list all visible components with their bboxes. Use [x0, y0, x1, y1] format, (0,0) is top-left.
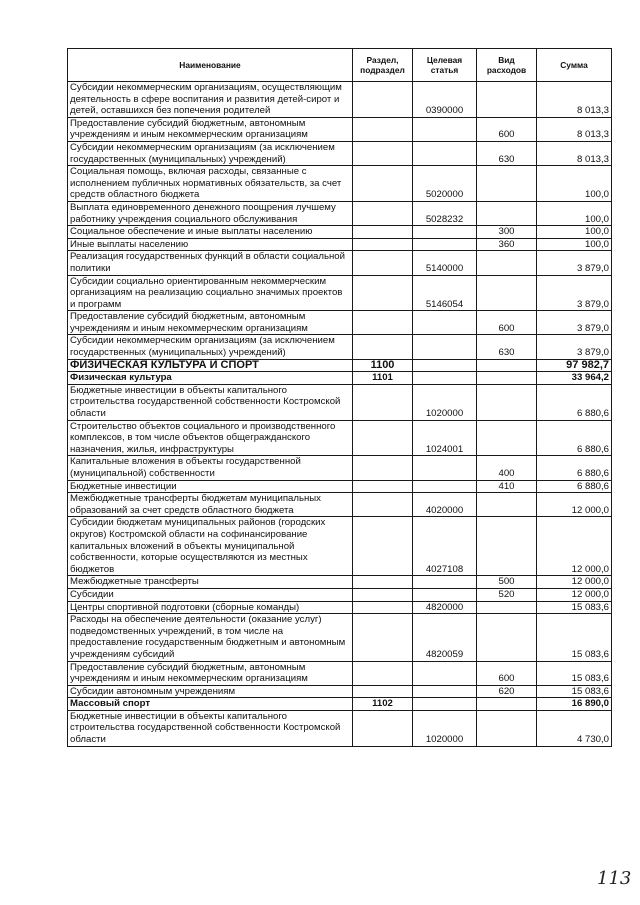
cell-sum: 6 880,6: [537, 384, 612, 420]
cell-sum: 97 982,7: [537, 359, 612, 372]
cell-kind: 600: [477, 117, 537, 141]
table-row: [68, 311, 612, 335]
cell-kind: [477, 251, 537, 275]
cell-target: [413, 588, 477, 601]
cell-section: [353, 335, 413, 359]
cell-kind: [477, 275, 537, 311]
cell-sum: 100,0: [537, 238, 612, 251]
table-row: [68, 238, 612, 251]
cell-sum: 6 880,6: [537, 456, 612, 480]
cell-section: [353, 226, 413, 239]
cell-kind: [477, 420, 537, 456]
cell-section: [353, 141, 413, 165]
cell-sum: 8 013,3: [537, 141, 612, 165]
cell-target: [413, 685, 477, 698]
table-row: [68, 420, 612, 456]
cell-target: 5146054: [413, 275, 477, 311]
cell-sum: 12 000,0: [537, 576, 612, 589]
cell-name: Бюджетные инвестиции в объекты капитального строительства государственной собственности Костромской области: [68, 710, 353, 746]
cell-name: Бюджетные инвестиции в объекты капитального строительства государственной собственности Костромской области: [68, 384, 353, 420]
cell-target: [413, 480, 477, 493]
cell-name: Центры спортивной подготовки (сборные команды): [68, 601, 353, 614]
budget-table: [67, 48, 612, 747]
cell-name: Физическая культура: [68, 372, 353, 385]
cell-kind: 600: [477, 311, 537, 335]
cell-target: 4020000: [413, 493, 477, 517]
cell-name: Социальная помощь, включая расходы, связанные с исполнением публичных нормативных обязательств, за счет средств областного бюджета: [68, 166, 353, 202]
cell-section: [353, 576, 413, 589]
table-row: [68, 588, 612, 601]
table-row: [68, 456, 612, 480]
table-row: [68, 335, 612, 359]
cell-section: [353, 201, 413, 225]
cell-sum: 4 730,0: [537, 710, 612, 746]
cell-kind: [477, 698, 537, 711]
cell-target: [413, 661, 477, 685]
table-row: [68, 576, 612, 589]
cell-name: Выплата единовременного денежного поощрения лучшему работнику учреждения социального обслуживания: [68, 201, 353, 225]
cell-sum: 15 083,6: [537, 661, 612, 685]
cell-kind: 600: [477, 661, 537, 685]
cell-sum: 8 013,3: [537, 82, 612, 118]
cell-target: [413, 359, 477, 372]
table-row: [68, 166, 612, 202]
cell-name: ФИЗИЧЕСКАЯ КУЛЬТУРА И СПОРТ: [68, 359, 353, 372]
cell-kind: [477, 201, 537, 225]
cell-kind: 410: [477, 480, 537, 493]
header-target: Целевая статья: [413, 49, 477, 82]
cell-sum: 6 880,6: [537, 420, 612, 456]
page-number: 113: [597, 868, 632, 889]
table-row: [68, 251, 612, 275]
cell-kind: 630: [477, 141, 537, 165]
table-body: [68, 82, 612, 747]
cell-section: [353, 685, 413, 698]
cell-target: 4820059: [413, 614, 477, 661]
table-header-row: [68, 49, 612, 82]
cell-name: Субсидии некоммерческим организациям (за исключением государственных (муниципальных) учреждений): [68, 335, 353, 359]
cell-target: [413, 698, 477, 711]
table-row: [68, 480, 612, 493]
cell-section: [353, 517, 413, 576]
cell-name: Социальное обеспечение и иные выплаты населению: [68, 226, 353, 239]
cell-kind: 400: [477, 456, 537, 480]
cell-sum: 100,0: [537, 226, 612, 239]
cell-section: [353, 238, 413, 251]
cell-kind: [477, 710, 537, 746]
cell-kind: 360: [477, 238, 537, 251]
cell-target: 0390000: [413, 82, 477, 118]
cell-sum: 15 083,6: [537, 601, 612, 614]
table-row: [68, 517, 612, 576]
cell-kind: [477, 601, 537, 614]
table-row: [68, 359, 612, 372]
cell-name: Субсидии некоммерческим организациям, осуществляющим деятельность в сфере воспитания и развития детей-сирот и детей, оставшихся без попечения родителей: [68, 82, 353, 118]
cell-kind: [477, 493, 537, 517]
cell-sum: 12 000,0: [537, 493, 612, 517]
cell-kind: 620: [477, 685, 537, 698]
cell-target: 5140000: [413, 251, 477, 275]
cell-target: [413, 335, 477, 359]
cell-section: [353, 420, 413, 456]
cell-sum: 15 083,6: [537, 685, 612, 698]
cell-target: 4820000: [413, 601, 477, 614]
table-row: [68, 601, 612, 614]
cell-target: [413, 226, 477, 239]
cell-target: [413, 456, 477, 480]
cell-target: [413, 141, 477, 165]
cell-target: [413, 576, 477, 589]
cell-kind: [477, 614, 537, 661]
cell-section: [353, 710, 413, 746]
table-row: [68, 117, 612, 141]
cell-section: [353, 251, 413, 275]
cell-name: Субсидии некоммерческим организациям (за исключением государственных (муниципальных) учреждений): [68, 141, 353, 165]
cell-section: [353, 311, 413, 335]
cell-section: [353, 614, 413, 661]
cell-name: Капитальные вложения в объекты государственной (муниципальной) собственности: [68, 456, 353, 480]
cell-name: Субсидии автономным учреждениям: [68, 685, 353, 698]
table-row: [68, 384, 612, 420]
table-row: [68, 614, 612, 661]
table-row: [68, 372, 612, 385]
cell-sum: 33 964,2: [537, 372, 612, 385]
cell-kind: [477, 517, 537, 576]
table-row: [68, 661, 612, 685]
cell-name: Массовый спорт: [68, 698, 353, 711]
cell-sum: 100,0: [537, 166, 612, 202]
header-kind: Вид расходов: [477, 49, 537, 82]
cell-section: [353, 588, 413, 601]
cell-sum: 100,0: [537, 201, 612, 225]
cell-section: 1100: [353, 359, 413, 372]
cell-kind: [477, 166, 537, 202]
cell-target: 1020000: [413, 710, 477, 746]
cell-sum: 12 000,0: [537, 517, 612, 576]
cell-name: Межбюджетные трансферты: [68, 576, 353, 589]
cell-section: [353, 601, 413, 614]
cell-name: Субсидии социально ориентированным некоммерческим организациям на реализацию социально значимых проектов и программ: [68, 275, 353, 311]
cell-name: Предоставление субсидий бюджетным, автономным учреждениям и иным некоммерческим организациям: [68, 311, 353, 335]
header-name: Наименование: [68, 49, 353, 82]
cell-kind: 630: [477, 335, 537, 359]
cell-section: [353, 384, 413, 420]
cell-kind: 300: [477, 226, 537, 239]
cell-section: 1102: [353, 698, 413, 711]
table-row: [68, 141, 612, 165]
table-row: [68, 82, 612, 118]
cell-section: [353, 493, 413, 517]
cell-name: Субсидии бюджетам муниципальных районов (городских округов) Костромской области на софинансирование капитальных вложений в объекты муниципальной собственности, которые осуществляются из местных бюджетов: [68, 517, 353, 576]
header-section: Раздел, подраздел: [353, 49, 413, 82]
cell-sum: 6 880,6: [537, 480, 612, 493]
cell-section: [353, 166, 413, 202]
cell-target: 5020000: [413, 166, 477, 202]
cell-kind: 520: [477, 588, 537, 601]
cell-name: Реализация государственных функций в области социальной политики: [68, 251, 353, 275]
cell-name: Расходы на обеспечение деятельности (оказание услуг) подведомственных учреждений, в том числе на предоставление государственным бюджетным и автономным учреждениям субсидий: [68, 614, 353, 661]
cell-kind: [477, 372, 537, 385]
cell-section: [353, 117, 413, 141]
table-row: [68, 226, 612, 239]
cell-target: [413, 311, 477, 335]
cell-section: [353, 456, 413, 480]
cell-section: [353, 661, 413, 685]
cell-name: Предоставление субсидий бюджетным, автономным учреждениям и иным некоммерческим организациям: [68, 117, 353, 141]
cell-sum: 15 083,6: [537, 614, 612, 661]
table-row: [68, 710, 612, 746]
cell-section: [353, 275, 413, 311]
cell-kind: [477, 359, 537, 372]
cell-section: [353, 82, 413, 118]
cell-target: [413, 372, 477, 385]
cell-target: 1024001: [413, 420, 477, 456]
cell-target: 1020000: [413, 384, 477, 420]
cell-section: [353, 480, 413, 493]
cell-name: Иные выплаты населению: [68, 238, 353, 251]
table-row: [68, 685, 612, 698]
cell-name: Межбюджетные трансферты бюджетам муниципальных образований за счет средств областного бюджета: [68, 493, 353, 517]
cell-target: 4027108: [413, 517, 477, 576]
cell-kind: 500: [477, 576, 537, 589]
cell-sum: 3 879,0: [537, 311, 612, 335]
cell-name: Субсидии: [68, 588, 353, 601]
cell-kind: [477, 384, 537, 420]
header-sum: Сумма: [537, 49, 612, 82]
cell-sum: 3 879,0: [537, 335, 612, 359]
cell-name: Строительство объектов социального и производственного комплексов, в том числе объектов общегражданского назначения, жилья, инфраструктуры: [68, 420, 353, 456]
cell-sum: 3 879,0: [537, 275, 612, 311]
cell-kind: [477, 82, 537, 118]
cell-name: Предоставление субсидий бюджетным, автономным учреждениям и иным некоммерческим организациям: [68, 661, 353, 685]
table-row: [68, 698, 612, 711]
cell-section: 1101: [353, 372, 413, 385]
cell-sum: 8 013,3: [537, 117, 612, 141]
cell-target: 5028232: [413, 201, 477, 225]
table-row: [68, 493, 612, 517]
cell-target: [413, 117, 477, 141]
cell-name: Бюджетные инвестиции: [68, 480, 353, 493]
cell-sum: 16 890,0: [537, 698, 612, 711]
table-row: [68, 275, 612, 311]
table-row: [68, 201, 612, 225]
cell-sum: 3 879,0: [537, 251, 612, 275]
cell-target: [413, 238, 477, 251]
cell-sum: 12 000,0: [537, 588, 612, 601]
